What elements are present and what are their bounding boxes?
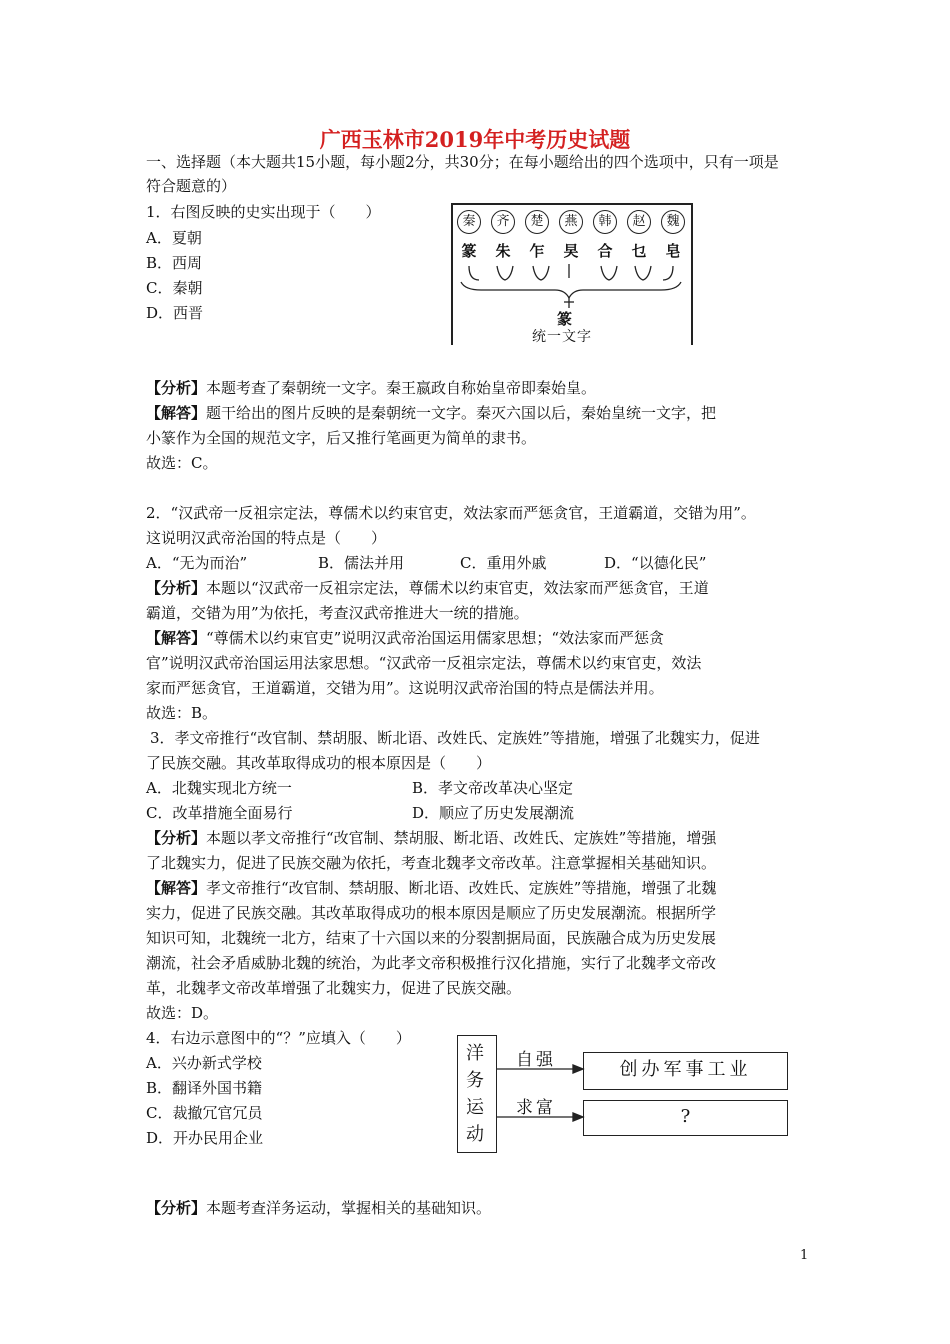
q2-answer-cont: 官”说明汉武帝治国运用法家思想。“汉武帝一反祖宗定法，尊儒术以约束官吏，效法 bbox=[146, 654, 702, 672]
seal-glyph: 合 bbox=[597, 242, 613, 260]
q1-option-a: A．夏朝 bbox=[146, 229, 202, 247]
unknown-box: ? bbox=[583, 1100, 788, 1136]
analysis-label: 【分析】 bbox=[146, 1199, 207, 1217]
q1-analysis: 【分析】本题考查了秦朝统一文字。秦王嬴政自称始皇帝即秦始皇。 bbox=[146, 379, 597, 397]
q3-choice: 故选：D。 bbox=[146, 1004, 219, 1022]
q2-answer-cont: 家而严惩贪官，王道霸道，交错为用”。这说明汉武帝治国的特点是儒法并用。 bbox=[146, 679, 664, 697]
seal-glyph: 乜 bbox=[631, 242, 647, 260]
state-circle-wei: 魏 bbox=[661, 210, 685, 234]
q2-choice: 故选：B。 bbox=[146, 704, 218, 722]
section-intro-cont: 符合题意的） bbox=[146, 177, 237, 195]
yangwu-label: 洋 务 运 动 bbox=[466, 1043, 484, 1145]
q3-answer-cont: 知识可知，北魏统一北方，结束了十六国以来的分裂割据局面，民族融合成为历史发展 bbox=[146, 929, 717, 947]
answer-label: 【解答】 bbox=[146, 404, 207, 422]
analysis-label: 【分析】 bbox=[146, 379, 207, 397]
page-title: 广西玉林市2019年中考历史试题 bbox=[319, 127, 631, 152]
q1-option-d: D．西晋 bbox=[146, 304, 204, 322]
state-circle-zhao: 赵 bbox=[627, 210, 651, 234]
q1-option-b: B．西周 bbox=[146, 254, 203, 272]
q1-answer-cont: 小篆作为全国的规范文字，后又推行笔画更为简单的隶书。 bbox=[146, 429, 537, 447]
state-circle-qin: 秦 bbox=[457, 210, 481, 234]
q1-answer: 【解答】题干给出的图片反映的是秦朝统一文字。秦灭六国以后，秦始皇统一文字，把 bbox=[146, 404, 717, 422]
q3-option-b: B．孝文帝改革决心坚定 bbox=[412, 779, 574, 797]
q2-option-a: A．“无为而治” bbox=[146, 554, 248, 572]
seal-glyph: 旲 bbox=[563, 242, 579, 260]
q3-analysis-cont: 了北魏实力，促进了民族交融为依托，考查北魏孝文帝改革。注意掌握相关基础知识。 bbox=[146, 854, 717, 872]
military-industry-box: 创办军事工业 bbox=[583, 1052, 788, 1090]
q3-answer-cont: 潮流，社会矛盾威胁北魏的统治，为此孝文帝积极推行汉化措施，实行了北魏孝文帝改 bbox=[146, 954, 717, 972]
seal-glyph-result: 篆 bbox=[557, 310, 573, 328]
q4-analysis: 【分析】本题考查洋务运动，掌握相关的基础知识。 bbox=[146, 1199, 492, 1217]
seal-glyph: 篆 bbox=[461, 242, 477, 260]
q2-option-c: C．重用外戚 bbox=[460, 554, 547, 572]
q2-option-d: D．“以德化民” bbox=[604, 554, 707, 572]
q3-stem-cont: 了民族交融。其改革取得成功的根本原因是（ ） bbox=[146, 754, 492, 772]
q2-stem-cont: 这说明汉武帝治国的特点是（ ） bbox=[146, 529, 387, 547]
q3-option-a: A．北魏实现北方统一 bbox=[146, 779, 292, 797]
seal-glyph: 皂 bbox=[665, 242, 681, 260]
q2-analysis-cont: 霸道，交错为用”为依托，考查汉武帝推进大一统的措施。 bbox=[146, 604, 529, 622]
q3-analysis: 【分析】本题以孝文帝推行“改官制、禁胡服、断北语、改姓氏、定族姓”等措施，增强 bbox=[146, 829, 717, 847]
q1-stem: 1．右图反映的史实出现于（ ） bbox=[146, 203, 381, 221]
q4-option-c: C．裁撤冗官冗员 bbox=[146, 1104, 263, 1122]
q3-stem: 3．孝文帝推行“改官制、禁胡服、断北语、改姓氏、定族姓”等措施，增强了北魏实力，促进 bbox=[150, 729, 760, 747]
q3-option-d: D．顺应了历史发展潮流 bbox=[412, 804, 575, 822]
q4-option-b: B．翻译外国书籍 bbox=[146, 1079, 263, 1097]
section-intro: 一、选择题（本大题共15小题，每小题2分，共30分；在每小题给出的四个选项中，只有一项是 bbox=[146, 153, 779, 171]
q1-option-c: C．秦朝 bbox=[146, 279, 203, 297]
arrow-label-qiufu: 求富 bbox=[516, 1098, 556, 1118]
q3-answer-cont: 实力，促进了民族交融。其改革取得成功的根本原因是顺应了历史发展潮流。根据所学 bbox=[146, 904, 717, 922]
q2-option-b: B．儒法并用 bbox=[318, 554, 405, 572]
q4-stem: 4．右边示意图中的“？”应填入（ ） bbox=[146, 1029, 411, 1047]
q1-choice: 故选：C。 bbox=[146, 454, 218, 472]
analysis-label: 【分析】 bbox=[146, 579, 207, 597]
answer-label: 【解答】 bbox=[146, 629, 207, 647]
state-circle-han: 韩 bbox=[593, 210, 617, 234]
q3-answer-cont: 革，北魏孝文帝改革增强了北魏实力，促进了民族交融。 bbox=[146, 979, 522, 997]
arrow-label-ziqiang: 自强 bbox=[516, 1050, 556, 1070]
q3-option-c: C．改革措施全面易行 bbox=[146, 804, 293, 822]
seal-glyph: 朱 bbox=[495, 242, 511, 260]
q2-stem: 2．“汉武帝一反祖宗定法，尊儒术以约束官吏，效法家而严惩贪官，王道霸道，交错为用”。 bbox=[146, 504, 756, 522]
answer-label: 【解答】 bbox=[146, 879, 207, 897]
page-number: 1 bbox=[800, 1248, 809, 1263]
state-circle-yan: 燕 bbox=[559, 210, 583, 234]
q2-analysis: 【分析】本题以“汉武帝一反祖宗定法，尊儒术以约束官吏，效法家而严惩贪官，王道 bbox=[146, 579, 709, 597]
q4-option-a: A．兴办新式学校 bbox=[146, 1054, 262, 1072]
q4-option-d: D．开办民用企业 bbox=[146, 1129, 264, 1147]
q3-answer: 【解答】孝文帝推行“改官制、禁胡服、断北语、改姓氏、定族姓”等措施，增强了北魏 bbox=[146, 879, 717, 897]
state-circle-qi: 齐 bbox=[491, 210, 515, 234]
seal-glyph: 乍 bbox=[529, 242, 545, 260]
state-circle-chu: 楚 bbox=[525, 210, 549, 234]
figure-caption: 统一文字 bbox=[532, 329, 592, 345]
q2-answer: 【解答】“尊儒术以约束官吏”说明汉武帝治国运用儒家思想；“效法家而严惩贪 bbox=[146, 629, 665, 647]
analysis-label: 【分析】 bbox=[146, 829, 207, 847]
brace-connector bbox=[451, 262, 693, 312]
